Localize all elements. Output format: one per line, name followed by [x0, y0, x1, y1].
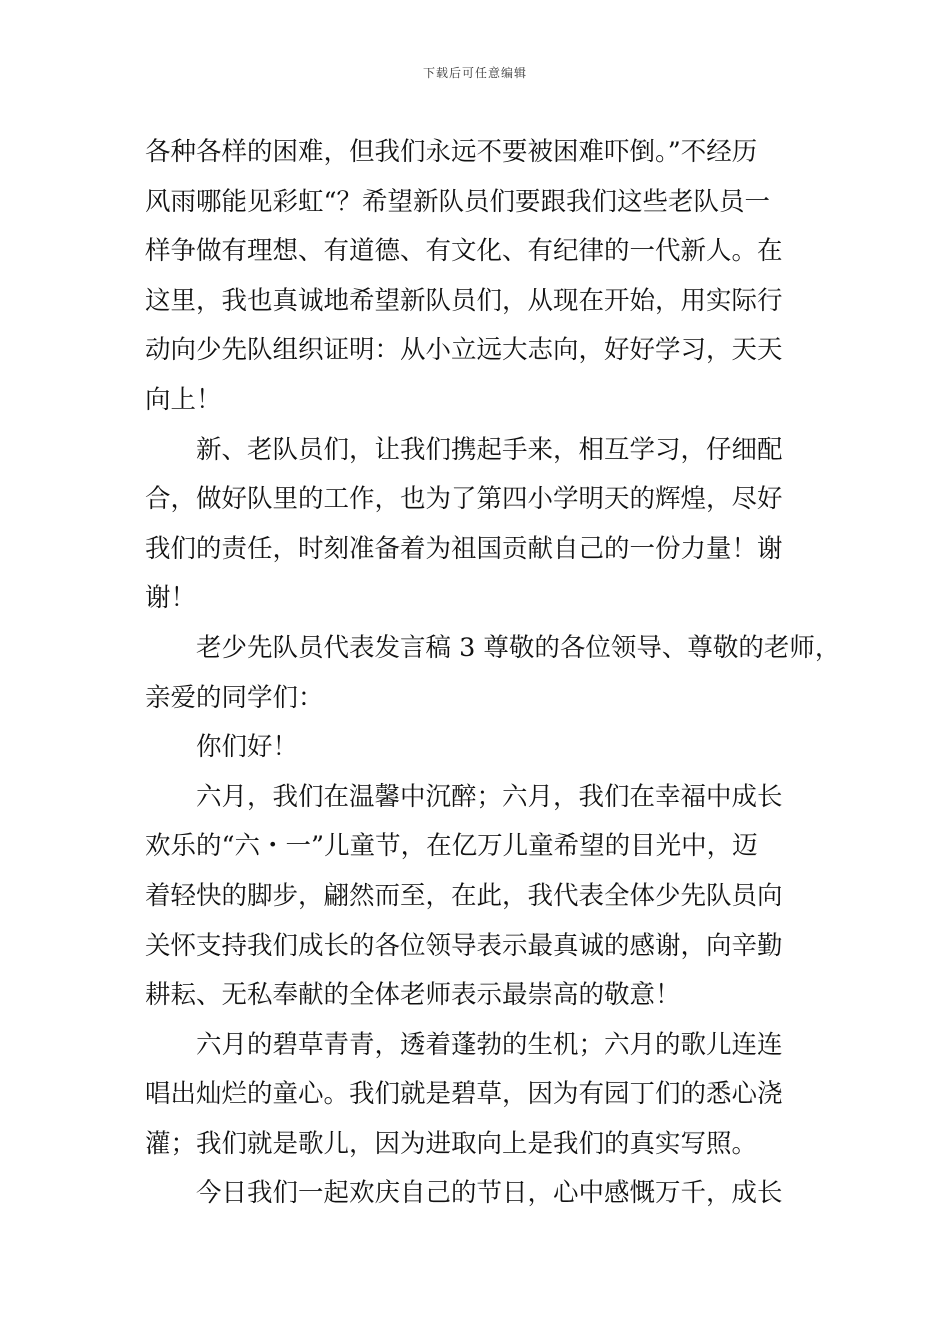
paragraph	[145, 624, 841, 723]
text-line: 灌；我们就是歌儿，因为进取向上是我们的真实写照。	[145, 1128, 758, 1159]
paragraph	[145, 723, 815, 773]
text-line: 唱出灿烂的童心。我们就是碧草，因为有园丁们的悉心浇	[145, 1079, 783, 1110]
text-line: 耕耘、无私奉献的全体老师表示最崇高的敬意！	[145, 980, 681, 1011]
paragraph	[145, 1021, 815, 1170]
text-line: 欢乐的“六・一”儿童节，在亿万儿童希望的目光中，迈	[145, 831, 758, 862]
text-line: 今日我们一起欢庆自己的节日，心中感慨万千，成长	[196, 1178, 783, 1209]
text-line: 这里，我也真诚地希望新队员们，从现在开始，用实际行	[145, 285, 783, 316]
text-line: 合，做好队里的工作，也为了第四小学明天的辉煌，尽好	[145, 484, 783, 515]
paragraph	[145, 128, 815, 426]
text-line: 老少先队员代表发言稿 3 尊敬的各位领导、尊敬的老师，	[196, 632, 841, 663]
text-line: 谢！	[145, 583, 197, 614]
paragraph	[145, 773, 815, 1021]
text-line: 样争做有理想、有道德、有文化、有纪律的一代新人。在	[145, 236, 783, 267]
text-line: 各种各样的困难，但我们永远不要被困难吓倒。”不经历	[145, 137, 758, 167]
document-body	[145, 128, 841, 1219]
text-line: 关怀支持我们成长的各位领导表示最真诚的感谢，向辛勤	[145, 930, 783, 961]
text-line: 风雨哪能见彩虹“？希望新队员们要跟我们这些老队员一	[145, 186, 771, 217]
paragraph	[145, 1169, 815, 1219]
paragraph	[145, 426, 815, 624]
text-line: 新、老队员们，让我们携起手来，相互学习，仔细配	[196, 434, 783, 465]
text-line: 六月的碧草青青，透着蓬勃的生机；六月的歌儿连连	[196, 1029, 783, 1060]
text-line: 我们的责任，时刻准备着为祖国贡献自己的一份力量！谢	[145, 533, 783, 564]
text-line: 向上！	[145, 384, 222, 415]
text-line: 动向少先队组织证明：从小立远大志向，好好学习，天天	[145, 335, 783, 366]
text-line: 亲爱的同学们：	[145, 682, 324, 713]
text-line: 六月，我们在温馨中沉醉；六月，我们在幸福中成长	[196, 781, 783, 812]
page-header: 下载后可任意编辑	[422, 66, 527, 80]
text-line: 着轻快的脚步，翩然而至，在此，我代表全体少先队员向	[145, 880, 783, 911]
text-line: 你们好！	[196, 732, 299, 763]
